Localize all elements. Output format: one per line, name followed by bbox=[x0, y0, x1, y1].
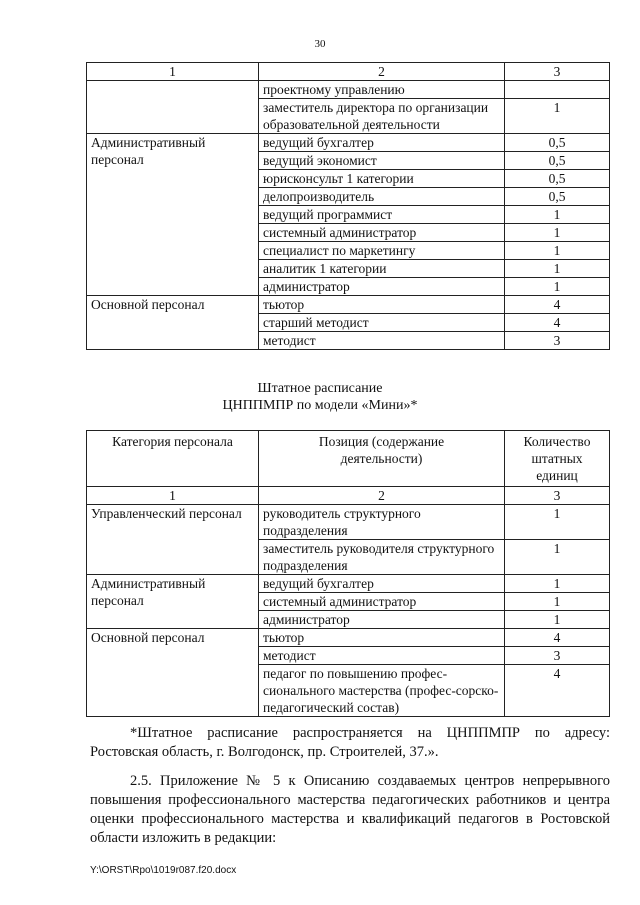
file-path-footer: Y:\ORST\Rpo\1019r087.f20.docx bbox=[90, 865, 237, 876]
position-cell: педагог по повышению профес-сионального мастерства (профес-сорско-педагогический состав) bbox=[259, 665, 505, 717]
table-caption-line2: ЦНППМПР по модели «Мини»* bbox=[222, 398, 418, 413]
position-cell: системный администратор bbox=[259, 224, 505, 242]
position-cell: тьютор bbox=[259, 629, 505, 647]
position-cell: руководитель структурного подразделения bbox=[259, 505, 505, 540]
count-cell: 0,5 bbox=[505, 134, 610, 152]
column-number: 2 bbox=[259, 487, 505, 505]
count-cell: 4 bbox=[505, 629, 610, 647]
position-cell: делопроизводитель bbox=[259, 188, 505, 206]
position-cell: юрисконсульт 1 категории bbox=[259, 170, 505, 188]
category-cell: Административный персонал bbox=[87, 134, 259, 296]
position-cell: администратор bbox=[259, 278, 505, 296]
position-cell: специалист по маркетингу bbox=[259, 242, 505, 260]
category-cell: Административный персонал bbox=[87, 575, 259, 629]
column-number: 1 bbox=[87, 487, 259, 505]
column-header: Количество штатных единиц bbox=[505, 431, 610, 487]
table-caption-line1: Штатное расписание bbox=[257, 381, 383, 396]
footnote-text: *Штатное расписание распространяется на ЦНППМПР по адресу: Ростовская область, г. Волгодонск, пр. Строителей, 37.». bbox=[90, 725, 610, 760]
table-row bbox=[87, 505, 610, 540]
count-cell: 1 bbox=[505, 206, 610, 224]
table-number-row bbox=[87, 487, 610, 505]
count-cell: 3 bbox=[505, 332, 610, 350]
table-row bbox=[87, 575, 610, 593]
position-cell: методист bbox=[259, 647, 505, 665]
table-row bbox=[87, 81, 610, 99]
table-row bbox=[87, 629, 610, 647]
count-cell: 1 bbox=[505, 575, 610, 593]
count-cell: 4 bbox=[505, 314, 610, 332]
position-cell: ведущий экономист bbox=[259, 152, 505, 170]
column-header: Категория персонала bbox=[87, 431, 259, 487]
page-number: 30 bbox=[314, 38, 326, 50]
count-cell: 3 bbox=[505, 647, 610, 665]
column-header: Позиция (содержание деятельности) bbox=[259, 431, 505, 487]
count-cell: 4 bbox=[505, 296, 610, 314]
position-cell: администратор bbox=[259, 611, 505, 629]
count-cell: 1 bbox=[505, 242, 610, 260]
column-number: 1 bbox=[87, 63, 259, 81]
count-cell: 1 bbox=[505, 505, 610, 540]
count-cell: 1 bbox=[505, 260, 610, 278]
category-cell bbox=[87, 81, 259, 134]
position-cell: старший методист bbox=[259, 314, 505, 332]
count-cell: 1 bbox=[505, 540, 610, 575]
table-header-row bbox=[87, 63, 610, 81]
position-cell: ведущий программист bbox=[259, 206, 505, 224]
category-cell: Основной персонал bbox=[87, 629, 259, 717]
count-cell bbox=[505, 81, 610, 99]
position-cell: методист bbox=[259, 332, 505, 350]
position-cell: заместитель директора по организации образовательной деятельности bbox=[259, 99, 505, 134]
table-row bbox=[87, 296, 610, 314]
count-cell: 0,5 bbox=[505, 188, 610, 206]
count-cell: 1 bbox=[505, 99, 610, 134]
staff-table-mini bbox=[86, 430, 610, 717]
category-cell: Основной персонал bbox=[87, 296, 259, 350]
category-cell: Управленческий персонал bbox=[87, 505, 259, 575]
position-cell: ведущий бухгалтер bbox=[259, 575, 505, 593]
count-cell: 1 bbox=[505, 278, 610, 296]
count-cell: 4 bbox=[505, 665, 610, 717]
body-paragraph bbox=[90, 772, 610, 848]
count-cell: 1 bbox=[505, 611, 610, 629]
staff-table-continued bbox=[86, 62, 610, 350]
column-number: 3 bbox=[505, 487, 610, 505]
table-header-row bbox=[87, 431, 610, 487]
position-cell: системный администратор bbox=[259, 593, 505, 611]
column-number: 2 bbox=[259, 63, 505, 81]
position-cell: заместитель руководителя структурного подразделения bbox=[259, 540, 505, 575]
position-cell: проектному управлению bbox=[259, 81, 505, 99]
position-cell: ведущий бухгалтер bbox=[259, 134, 505, 152]
body-text: 2.5. Приложение № 5 к Описанию создаваемых центров непрерывного повышения профессионального мастерства педагогических работников и центра оценки профессионального мастерства и квалификаций педагогов в Ростовской области изложить в редакции: bbox=[90, 773, 610, 846]
table-row bbox=[87, 134, 610, 152]
count-cell: 0,5 bbox=[505, 152, 610, 170]
count-cell: 0,5 bbox=[505, 170, 610, 188]
position-cell: аналитик 1 категории bbox=[259, 260, 505, 278]
count-cell: 1 bbox=[505, 593, 610, 611]
column-number: 3 bbox=[505, 63, 610, 81]
count-cell: 1 bbox=[505, 224, 610, 242]
footnote-paragraph bbox=[90, 724, 610, 762]
position-cell: тьютор bbox=[259, 296, 505, 314]
